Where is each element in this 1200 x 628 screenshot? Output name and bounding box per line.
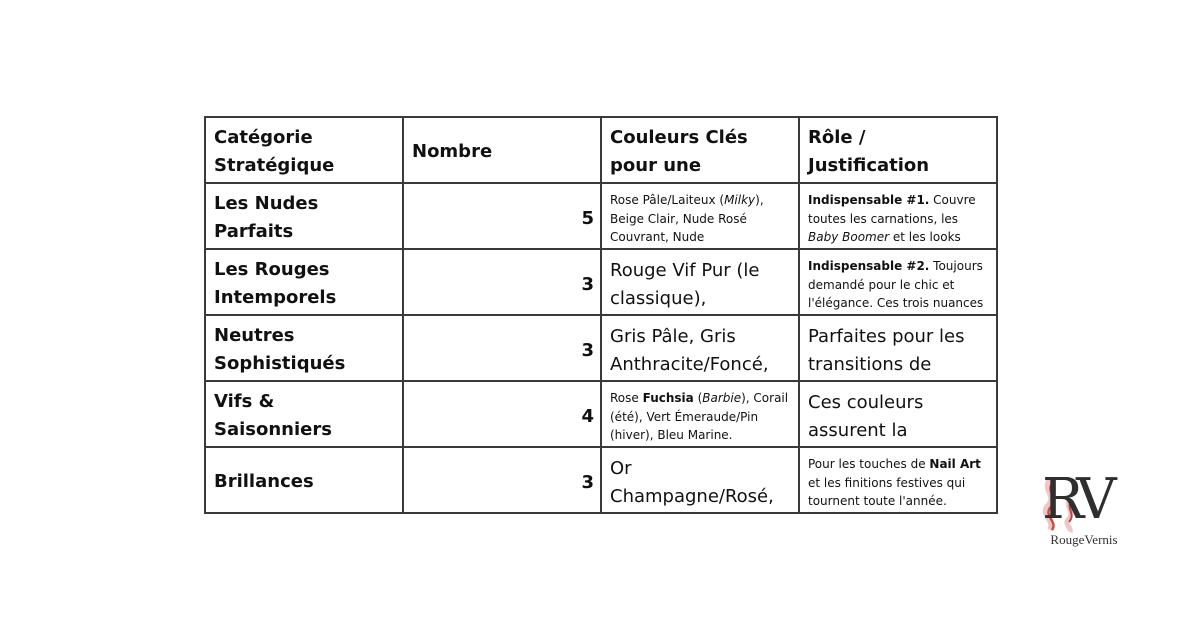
role-cell: Pour les touches de Nail Art et les finitions festives qui tournent toute l'année. <box>799 447 997 513</box>
header-colors: Couleurs Clés pour une <box>601 117 799 183</box>
table-row <box>205 447 997 513</box>
logo-monogram: RV <box>1042 467 1111 532</box>
role-cell: Ces couleurs assurent la <box>799 381 997 447</box>
rougevernis-logo <box>1036 467 1132 554</box>
role-cell: Indispensable #2. Toujours demandé pour le chic et l'élégance. Ces trois nuances <box>799 249 997 315</box>
count-cell: 3 <box>403 315 601 381</box>
category-cell: Les Nudes Parfaits <box>205 183 403 249</box>
count-cell: 3 <box>403 447 601 513</box>
colors-cell: Rouge Vif Pur (le classique), <box>601 249 799 315</box>
role-cell: Indispensable #1. Couvre toutes les carnations, les Baby Boomer et les looks <box>799 183 997 249</box>
role-cell: Parfaites pour les transitions de <box>799 315 997 381</box>
header-category: Catégorie Stratégique <box>205 117 403 183</box>
category-cell: Neutres Sophistiqués <box>205 315 403 381</box>
table-header-row <box>205 117 997 183</box>
count-cell: 3 <box>403 249 601 315</box>
header-role: Rôle / Justification <box>799 117 997 183</box>
colors-cell: Rose Pâle/Laiteux (Milky), Beige Clair, Nude Rosé Couvrant, Nude <box>601 183 799 249</box>
table-row <box>205 381 997 447</box>
colors-cell: Or Champagne/Rosé, <box>601 447 799 513</box>
category-cell: Brillances <box>205 447 403 513</box>
table-row <box>205 249 997 315</box>
colors-cell: Rose Fuchsia (Barbie), Corail (été), Vert Émeraude/Pin (hiver), Bleu Marine. <box>601 381 799 447</box>
colors-cell: Gris Pâle, Gris Anthracite/Foncé, <box>601 315 799 381</box>
table-row <box>205 183 997 249</box>
header-count: Nombre <box>403 117 601 183</box>
table-row <box>205 315 997 381</box>
category-cell: Vifs & Saisonniers <box>205 381 403 447</box>
color-strategy-table <box>204 116 998 514</box>
logo-wordmark: RougeVernis <box>1050 532 1118 547</box>
count-cell: 4 <box>403 381 601 447</box>
count-cell: 5 <box>403 183 601 249</box>
category-cell: Les Rouges Intemporels <box>205 249 403 315</box>
